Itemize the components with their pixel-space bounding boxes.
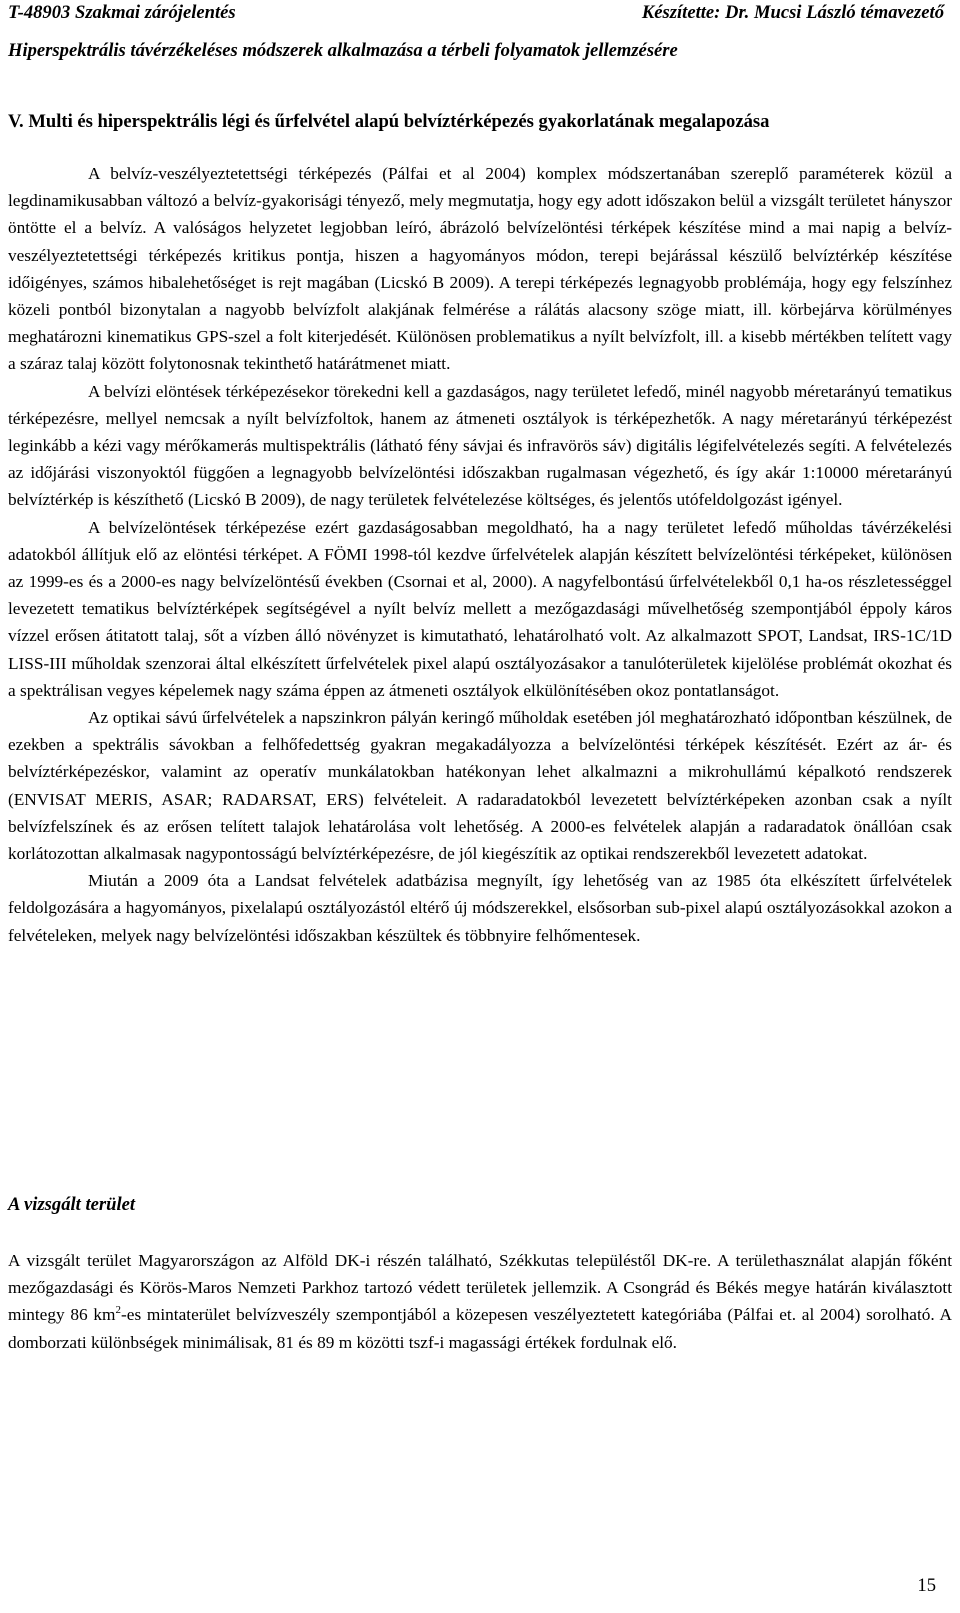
paragraph: A belvíz-veszélyeztetettségi térképezés (Pálfai et al 2004) komplex módszertanában szereplő paraméterek közül a legdinamikusabban változó a belvíz-gyakorisági tényező, mely megmutatja, hogy egy adott időszakon belül a vizsgált területet hányszor öntötte el a belvíz. A valóságos helyzetet legjobban leíró, ábrázoló belvízelöntési térképek készítése mind a mai napig a belvíz-veszélyeztetettségi térképezés kritikus pontja, hiszen a hagyományos módon, terepi bejárással készülő belvíztérkép készítése időigényes, számos hibalehetőséget is rejt magában (Licskó B 2009). A terepi térképezés legnagyobb problémája, hogy egy felszínhez közeli pontból bizonytalan a nagyobb belvízfolt alakjának felmérése a rálátás alacsony szöge miatt, ill. körbejárva körülményes meghatározni kinematikus GPS-szel a folt kiterjedését. Különösen problematikus a nyílt belvízfolt, ill. a kisebb mértékben telített vagy a száraz talaj között folytonosnak tekinthető határátmenet miatt. — [8, 164, 952, 374]
paragraph: A belvízelöntések térképezése ezért gazdaságosabban megoldható, ha a nagy területet lefedő műholdas távérzékelési adatokból állítjuk elő az elöntési térképet. A FÖMI 1998-tól kezdve űrfelvételek alapján készített belvízelöntési térképeket, különösen az 1999-es és a 2000-es nagy belvízelöntésű években (Csornai et al, 2000). A nagyfelbontású űrfelvételekből 0,1 ha-os részletességgel levezetett tematikus belvíztérképek segítségével a nyílt belvíz mellett a mezőgazdasági művelhetőség szempontjából éppoly káros vízzel erősen átitatott talaj, sőt a vízben álló növényzet is kimutatható, lehatárolható volt. Az alkalmazott SPOT, Landsat, IRS-1C/1D LISS-III műholdak szenzorai által elkészített űrfelvételek pixel alapú osztályozásakor a tanulóterületek kijelölése problémát okozhat és a spektrálisan vegyes képelemek nagy száma éppen az átmeneti osztályok elkülönítésében okoz pontatlanságot. — [8, 517, 952, 700]
study-area-text-b: -es mintaterület belvízveszély szempontjából a közepesen veszélyeztetett kategóriába (Pálfai et. al 2004) sorolható. A domborzati különbségek minimálisak, 81 és 89 m közötti tszf-i magassági értékek fordulnak elő. — [8, 1305, 952, 1352]
paragraph: A belvízi elöntések térképezésekor törekedni kell a gazdaságos, nagy területet lefedő, minél nagyobb méretarányú tematikus térképezésre, mellyel nemcsak a nyílt belvízfoltok, hanem az átmeneti osztályok is térképezhetők. A nagy méretarányú térképezést leginkább a kézi vagy mérőkamerás multispektrális (látható fény sávjai és infravörös sáv) digitális légifelvételezés segíti. A felvételezés az időjárási viszonyoktól függően a legnagyobb belvízelöntési időszakban rugalmasan végezhető, és így akár 1:10000 méretarányú belvíztérkép is készíthető (Licskó B 2009), de nagy területek felvételezése költséges, és jelentős utófeldolgozást igényel. — [8, 381, 952, 510]
project-title: Hiperspektrális távérzékeléses módszerek alkalmazása a térbeli folyamatok jellemzésére — [8, 40, 678, 61]
running-header-title — [8, 40, 944, 62]
author-credit: Készítette: Dr. Mucsi László témavezető — [641, 2, 944, 23]
main-body — [8, 160, 952, 949]
document-id: T-48903 Szakmai zárójelentés — [8, 2, 236, 23]
study-area-paragraph — [8, 1247, 952, 1356]
page-number: 15 — [917, 1575, 936, 1596]
superscript-two: 2 — [115, 1304, 122, 1317]
paragraph: Miután a 2009 óta a Landsat felvételek adatbázisa megnyílt, így lehetőség van az 1985 óta elkészített űrfelvételek feldolgozására a hagyományos, pixelalapú osztályozástól eltérő új módszerekkel, elsősorban sub-pixel alapú osztályozásokkal azokon a felvételeken, melyek nagy belvízelöntési időszakban készültek és többnyire felhőmentesek. — [8, 871, 952, 945]
study-area-body — [8, 1247, 952, 1356]
paragraph: Az optikai sávú űrfelvételek a napszinkron pályán keringő műholdak esetében jól meghatározható időpontban készülnek, de ezekben a spektrális sávokban a felhőfedettség gyakran megakadályozza a belvízelöntési térképek készítését. Ezért az ár- és belvíztérképezéskor, valamint az operatív munkálatokban hatékonyan lehet alkalmazni a mikrohullámú képalkotó rendszerek (ENVISAT MERIS, ASAR; RADARSAT, ERS) felvételeit. A radaradatokból levezetett belvíztérképeken azonban csak a nyílt belvízfelszínek és az erősen telített talajok lehatárolása volt lehetőség. A 2000-es felvételek alapján a radaradatok önállóan csak korlátozottan alkalmasak nagypontosságú belvíztérképezésre, de jól kiegészítik az optikai rendszerekből levezetett adatokat. — [8, 708, 952, 864]
section-heading: V. Multi és hiperspektrális légi és űrfelvétel alapú belvíztérképezés gyakorlatának megalapozása — [8, 111, 770, 132]
study-area-text-a: A vizsgált terület Magyarországon az Alföld DK-i részén található, Székkutas településtől DK-re. A területhasználat alapján főként mezőgazdasági és Körös-Maros Nemzeti Parkhoz tartozó védett területek jellemzik. A Csongrád és Békés megye határán kiválasztott mintegy 86 km — [8, 1251, 952, 1325]
subsection-heading: A vizsgált terület — [8, 1194, 136, 1215]
running-header-top — [8, 2, 944, 24]
